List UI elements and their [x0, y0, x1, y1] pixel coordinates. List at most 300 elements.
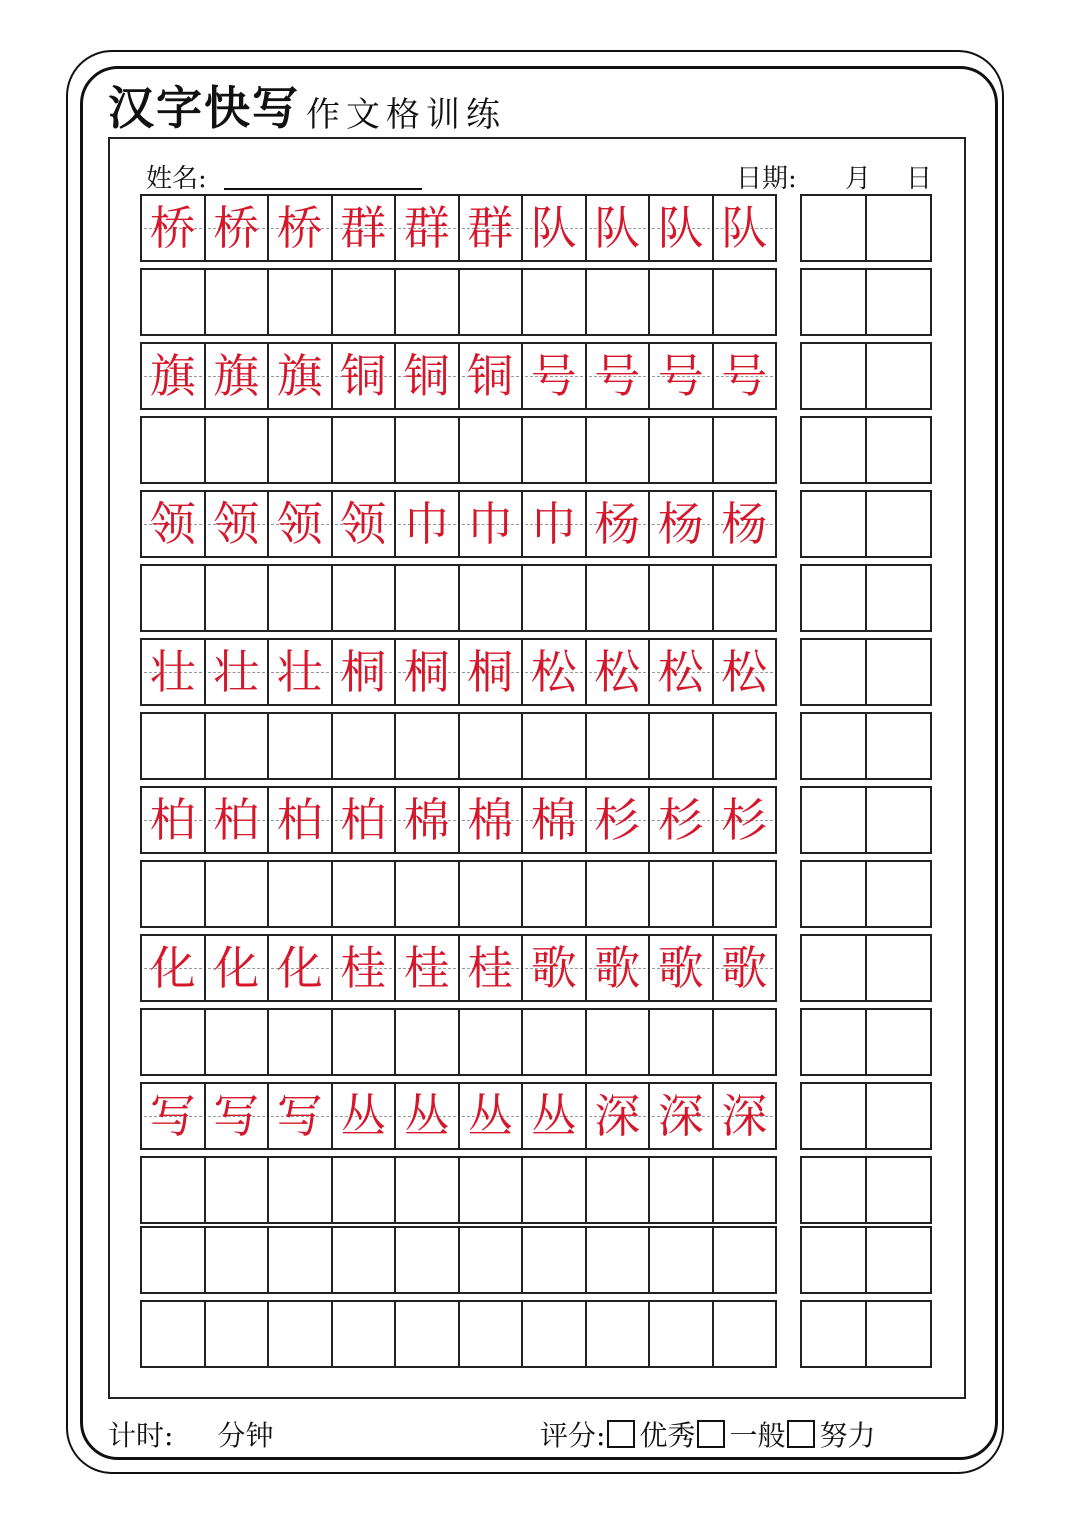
grid-cell[interactable]	[458, 342, 524, 410]
grid-cell[interactable]	[458, 1300, 524, 1368]
side-cell[interactable]	[865, 1008, 932, 1076]
grid-cell[interactable]	[331, 1008, 397, 1076]
grid-cell[interactable]	[204, 194, 270, 262]
grid-cell[interactable]	[712, 490, 778, 558]
grid-cell[interactable]	[648, 268, 714, 336]
grid-cell[interactable]	[712, 194, 778, 262]
grid-cell[interactable]	[204, 934, 270, 1002]
practice-row	[140, 1082, 775, 1150]
grid-cell[interactable]	[458, 268, 524, 336]
side-cell[interactable]	[865, 194, 932, 262]
grid-cell[interactable]	[394, 1300, 460, 1368]
grid-cell[interactable]	[585, 194, 651, 262]
side-row	[800, 416, 930, 484]
grid-cell[interactable]	[648, 194, 714, 262]
grid-cell[interactable]	[648, 934, 714, 1002]
side-cell[interactable]	[865, 638, 932, 706]
grid-cell[interactable]	[712, 786, 778, 854]
grid-cell[interactable]	[521, 638, 587, 706]
title-main: 汉字快写	[108, 81, 300, 135]
practice-character: 壮	[213, 645, 260, 699]
practice-character: 深	[721, 1089, 768, 1143]
grid-cell[interactable]	[458, 564, 524, 632]
grid-cell[interactable]	[585, 1226, 651, 1294]
grid-cell[interactable]	[585, 786, 651, 854]
grid-cell[interactable]	[585, 268, 651, 336]
score-option-effort: 努力	[819, 1419, 876, 1452]
side-row	[800, 1156, 930, 1224]
practice-character: 杉	[721, 793, 768, 847]
grid-cell[interactable]	[458, 860, 524, 928]
practice-character: 松	[657, 645, 704, 699]
grid-cell[interactable]	[394, 194, 460, 262]
side-row	[800, 490, 930, 558]
grid-cell[interactable]	[521, 786, 587, 854]
grid-cell[interactable]	[331, 638, 397, 706]
grid-cell[interactable]	[458, 1008, 524, 1076]
practice-character: 领	[276, 497, 323, 551]
date-label: 日期:	[736, 164, 797, 194]
score-checkbox-effort[interactable]	[787, 1420, 815, 1448]
blank-row	[140, 416, 775, 484]
grid-cell[interactable]	[458, 1226, 524, 1294]
practice-character: 棉	[530, 793, 577, 847]
blank-row	[140, 268, 775, 336]
practice-character: 号	[530, 349, 577, 403]
grid-cell[interactable]	[648, 342, 714, 410]
blank-row	[140, 712, 775, 780]
practice-character: 铜	[467, 349, 514, 403]
timer-field	[108, 1414, 273, 1454]
side-cell[interactable]	[800, 416, 867, 484]
practice-character: 桂	[403, 941, 450, 995]
side-row	[800, 860, 930, 928]
grid-cell[interactable]	[394, 342, 460, 410]
grid-cell[interactable]	[458, 490, 524, 558]
grid-cell[interactable]	[331, 194, 397, 262]
grid-cell[interactable]	[204, 416, 270, 484]
side-row	[800, 1300, 930, 1368]
side-cell[interactable]	[800, 490, 867, 558]
practice-character: 铜	[403, 349, 450, 403]
grid-cell[interactable]	[712, 712, 778, 780]
grid-cell[interactable]	[648, 416, 714, 484]
grid-cell[interactable]	[204, 1008, 270, 1076]
practice-character: 杉	[657, 793, 704, 847]
practice-character: 桥	[149, 201, 196, 255]
side-cell[interactable]	[800, 786, 867, 854]
grid-cell[interactable]	[267, 268, 333, 336]
grid-cell[interactable]	[394, 268, 460, 336]
grid-cell[interactable]	[648, 1300, 714, 1368]
practice-character: 柏	[340, 793, 387, 847]
grid-cell[interactable]	[267, 786, 333, 854]
grid-cell[interactable]	[521, 342, 587, 410]
practice-character: 领	[340, 497, 387, 551]
side-cell[interactable]	[800, 860, 867, 928]
grid-cell[interactable]	[458, 934, 524, 1002]
grid-cell[interactable]	[204, 1082, 270, 1150]
grid-cell[interactable]	[521, 490, 587, 558]
practice-character: 歌	[721, 941, 768, 995]
grid-cell[interactable]	[394, 1082, 460, 1150]
grid-cell[interactable]	[585, 564, 651, 632]
grid-cell[interactable]	[648, 860, 714, 928]
grid-cell[interactable]	[712, 1008, 778, 1076]
side-cell[interactable]	[865, 1082, 932, 1150]
grid-cell[interactable]	[204, 490, 270, 558]
grid-cell[interactable]	[267, 638, 333, 706]
side-cell[interactable]	[865, 1156, 932, 1224]
grid-cell[interactable]	[394, 564, 460, 632]
grid-cell[interactable]	[140, 934, 206, 1002]
grid-cell[interactable]	[521, 416, 587, 484]
practice-character: 桥	[276, 201, 323, 255]
side-cell[interactable]	[800, 1226, 867, 1294]
grid-cell[interactable]	[585, 1082, 651, 1150]
grid-cell[interactable]	[331, 1156, 397, 1224]
grid-cell[interactable]	[458, 786, 524, 854]
grid-cell[interactable]	[204, 342, 270, 410]
grid-cell[interactable]	[394, 934, 460, 1002]
practice-row	[140, 194, 775, 262]
grid-cell[interactable]	[267, 342, 333, 410]
grid-cell[interactable]	[712, 1156, 778, 1224]
side-cell[interactable]	[800, 712, 867, 780]
blank-row	[140, 860, 775, 928]
grid-cell[interactable]	[267, 490, 333, 558]
grid-cell[interactable]	[394, 1156, 460, 1224]
name-input-line[interactable]	[224, 188, 422, 190]
grid-cell[interactable]	[458, 712, 524, 780]
grid-cell[interactable]	[648, 786, 714, 854]
side-cell[interactable]	[800, 934, 867, 1002]
side-cell[interactable]	[800, 638, 867, 706]
grid-cell[interactable]	[331, 1226, 397, 1294]
practice-row	[140, 342, 775, 410]
grid-cell[interactable]	[267, 860, 333, 928]
practice-row	[140, 786, 775, 854]
practice-character: 桐	[403, 645, 450, 699]
score-option-excellent: 优秀	[639, 1419, 696, 1452]
grid-cell[interactable]	[521, 712, 587, 780]
side-row	[800, 934, 930, 1002]
side-cell[interactable]	[865, 712, 932, 780]
practice-character: 写	[213, 1089, 260, 1143]
grid-cell[interactable]	[648, 638, 714, 706]
grid-cell[interactable]	[712, 1082, 778, 1150]
grid-cell[interactable]	[648, 712, 714, 780]
grid-cell[interactable]	[331, 860, 397, 928]
day-label: 日	[906, 164, 933, 194]
grid-cell[interactable]	[267, 934, 333, 1002]
practice-character: 桐	[467, 645, 514, 699]
grid-cell[interactable]	[712, 416, 778, 484]
practice-character: 领	[149, 497, 196, 551]
grid-cell[interactable]	[521, 934, 587, 1002]
grid-cell[interactable]	[648, 1082, 714, 1150]
practice-character: 化	[213, 941, 260, 995]
side-cell[interactable]	[800, 342, 867, 410]
grid-cell[interactable]	[458, 638, 524, 706]
grid-cell[interactable]	[140, 638, 206, 706]
side-cell[interactable]	[800, 268, 867, 336]
practice-character: 领	[213, 497, 260, 551]
grid-cell[interactable]	[458, 1082, 524, 1150]
practice-character: 桂	[467, 941, 514, 995]
practice-character: 写	[149, 1089, 196, 1143]
grid-cell[interactable]	[267, 712, 333, 780]
side-cell[interactable]	[800, 1156, 867, 1224]
grid-cell[interactable]	[648, 1226, 714, 1294]
grid-cell[interactable]	[331, 1300, 397, 1368]
grid-cell[interactable]	[267, 416, 333, 484]
practice-character: 号	[721, 349, 768, 403]
grid-cell[interactable]	[331, 786, 397, 854]
grid-cell[interactable]	[204, 268, 270, 336]
grid-cell[interactable]	[140, 1008, 206, 1076]
grid-cell[interactable]	[394, 712, 460, 780]
grid-cell[interactable]	[140, 194, 206, 262]
practice-character: 壮	[276, 645, 323, 699]
practice-character: 壮	[149, 645, 196, 699]
grid-cell[interactable]	[521, 1008, 587, 1076]
grid-cell[interactable]	[204, 1226, 270, 1294]
title-subtitle: 作文格训练	[306, 95, 506, 135]
practice-character: 杉	[594, 793, 641, 847]
grid-cell[interactable]	[521, 1082, 587, 1150]
grid-cell[interactable]	[521, 1226, 587, 1294]
grid-cell[interactable]	[267, 1082, 333, 1150]
grid-cell[interactable]	[140, 786, 206, 854]
grid-cell[interactable]	[331, 712, 397, 780]
side-row	[800, 268, 930, 336]
worksheet-title	[108, 82, 506, 138]
grid-cell[interactable]	[331, 490, 397, 558]
grid-cell[interactable]	[521, 194, 587, 262]
practice-character: 柏	[276, 793, 323, 847]
side-row	[800, 1226, 930, 1294]
score-checkbox-excellent[interactable]	[607, 1420, 635, 1448]
grid-cell[interactable]	[648, 490, 714, 558]
side-cell[interactable]	[800, 1008, 867, 1076]
blank-row	[140, 1300, 775, 1368]
practice-character: 化	[276, 941, 323, 995]
practice-character: 松	[530, 645, 577, 699]
grid-cell[interactable]	[140, 342, 206, 410]
side-cell[interactable]	[865, 786, 932, 854]
grid-cell[interactable]	[458, 194, 524, 262]
blank-row	[140, 1008, 775, 1076]
practice-character: 歌	[594, 941, 641, 995]
side-cell[interactable]	[865, 1300, 932, 1368]
score-checkbox-average[interactable]	[697, 1420, 725, 1448]
practice-character: 号	[657, 349, 704, 403]
side-cell[interactable]	[865, 934, 932, 1002]
grid-cell[interactable]	[267, 1300, 333, 1368]
side-row	[800, 786, 930, 854]
grid-cell[interactable]	[521, 860, 587, 928]
grid-cell[interactable]	[140, 416, 206, 484]
practice-character: 歌	[530, 941, 577, 995]
timer-label: 计时:	[108, 1419, 174, 1452]
score-field	[540, 1414, 875, 1454]
practice-character: 丛	[467, 1089, 514, 1143]
grid-cell[interactable]	[521, 1156, 587, 1224]
grid-cell[interactable]	[204, 712, 270, 780]
side-cell[interactable]	[865, 490, 932, 558]
score-label: 评分:	[540, 1419, 606, 1452]
grid-cell[interactable]	[140, 564, 206, 632]
grid-cell[interactable]	[140, 1300, 206, 1368]
practice-character: 深	[657, 1089, 704, 1143]
side-row	[800, 638, 930, 706]
grid-cell[interactable]	[204, 1156, 270, 1224]
grid-cell[interactable]	[521, 268, 587, 336]
side-cell[interactable]	[865, 564, 932, 632]
grid-cell[interactable]	[585, 1156, 651, 1224]
grid-cell[interactable]	[267, 1156, 333, 1224]
name-label: 姓名:	[146, 164, 207, 194]
practice-character: 棉	[403, 793, 450, 847]
practice-character: 群	[467, 201, 514, 255]
grid-cell[interactable]	[648, 564, 714, 632]
side-cell[interactable]	[800, 564, 867, 632]
side-row	[800, 1008, 930, 1076]
grid-cell[interactable]	[585, 416, 651, 484]
practice-character: 杨	[594, 497, 641, 551]
grid-cell[interactable]	[394, 786, 460, 854]
practice-character: 杨	[721, 497, 768, 551]
side-cell[interactable]	[865, 268, 932, 336]
grid-cell[interactable]	[712, 1226, 778, 1294]
grid-cell[interactable]	[140, 268, 206, 336]
practice-character: 群	[340, 201, 387, 255]
side-cell[interactable]	[800, 1082, 867, 1150]
grid-cell[interactable]	[140, 712, 206, 780]
grid-cell[interactable]	[712, 342, 778, 410]
grid-cell[interactable]	[394, 490, 460, 558]
grid-cell[interactable]	[458, 1156, 524, 1224]
practice-character: 旗	[149, 349, 196, 403]
grid-cell[interactable]	[585, 490, 651, 558]
grid-cell[interactable]	[204, 564, 270, 632]
grid-cell[interactable]	[140, 1156, 206, 1224]
grid-cell[interactable]	[394, 1008, 460, 1076]
grid-cell[interactable]	[140, 860, 206, 928]
practice-row	[140, 934, 775, 1002]
grid-cell[interactable]	[204, 1300, 270, 1368]
grid-cell[interactable]	[140, 490, 206, 558]
blank-row	[140, 1156, 775, 1224]
grid-cell[interactable]	[585, 1008, 651, 1076]
grid-cell[interactable]	[394, 860, 460, 928]
grid-cell[interactable]	[458, 416, 524, 484]
grid-cell[interactable]	[140, 1226, 206, 1294]
practice-character: 松	[594, 645, 641, 699]
grid-cell[interactable]	[585, 342, 651, 410]
blank-row	[140, 564, 775, 632]
practice-character: 棉	[467, 793, 514, 847]
side-cell[interactable]	[865, 342, 932, 410]
grid-cell[interactable]	[712, 934, 778, 1002]
grid-cell[interactable]	[331, 342, 397, 410]
practice-character: 巾	[530, 497, 577, 551]
grid-cell[interactable]	[585, 1300, 651, 1368]
side-row	[800, 342, 930, 410]
practice-character: 队	[657, 201, 704, 255]
grid-cell[interactable]	[204, 786, 270, 854]
grid-cell[interactable]	[585, 860, 651, 928]
score-option-average: 一般	[729, 1419, 786, 1452]
grid-cell[interactable]	[204, 860, 270, 928]
practice-character: 化	[149, 941, 196, 995]
practice-character: 旗	[276, 349, 323, 403]
grid-cell[interactable]	[648, 1008, 714, 1076]
practice-character: 桂	[340, 941, 387, 995]
grid-cell[interactable]	[712, 638, 778, 706]
blank-row	[140, 1226, 775, 1294]
side-row	[800, 194, 930, 262]
practice-character: 队	[594, 201, 641, 255]
practice-character: 柏	[213, 793, 260, 847]
grid-cell[interactable]	[648, 1156, 714, 1224]
timer-unit: 分钟	[217, 1419, 274, 1452]
grid-cell[interactable]	[331, 1082, 397, 1150]
grid-cell[interactable]	[521, 1300, 587, 1368]
practice-character: 丛	[340, 1089, 387, 1143]
practice-character: 桥	[213, 201, 260, 255]
grid-cell[interactable]	[394, 1226, 460, 1294]
side-cell[interactable]	[865, 860, 932, 928]
practice-character: 桐	[340, 645, 387, 699]
grid-cell[interactable]	[394, 638, 460, 706]
practice-character: 松	[721, 645, 768, 699]
practice-character: 柏	[149, 793, 196, 847]
side-cell[interactable]	[865, 1226, 932, 1294]
practice-character: 巾	[467, 497, 514, 551]
practice-character: 歌	[657, 941, 704, 995]
practice-character: 深	[594, 1089, 641, 1143]
grid-cell[interactable]	[394, 416, 460, 484]
side-cell[interactable]	[800, 194, 867, 262]
grid-cell[interactable]	[267, 1226, 333, 1294]
practice-character: 群	[403, 201, 450, 255]
grid-cell[interactable]	[331, 416, 397, 484]
side-row	[800, 564, 930, 632]
side-cell[interactable]	[865, 416, 932, 484]
grid-cell[interactable]	[331, 564, 397, 632]
grid-cell[interactable]	[204, 638, 270, 706]
grid-cell[interactable]	[331, 934, 397, 1002]
grid-cell[interactable]	[712, 268, 778, 336]
grid-cell[interactable]	[267, 564, 333, 632]
grid-cell[interactable]	[712, 1300, 778, 1368]
grid-cell[interactable]	[267, 194, 333, 262]
grid-cell[interactable]	[521, 564, 587, 632]
grid-cell[interactable]	[585, 712, 651, 780]
grid-cell[interactable]	[585, 934, 651, 1002]
grid-cell[interactable]	[140, 1082, 206, 1150]
grid-cell[interactable]	[331, 268, 397, 336]
grid-cell[interactable]	[585, 638, 651, 706]
grid-cell[interactable]	[712, 860, 778, 928]
side-row	[800, 712, 930, 780]
practice-character: 巾	[403, 497, 450, 551]
grid-cell[interactable]	[267, 1008, 333, 1076]
side-cell[interactable]	[800, 1300, 867, 1368]
grid-cell[interactable]	[712, 564, 778, 632]
